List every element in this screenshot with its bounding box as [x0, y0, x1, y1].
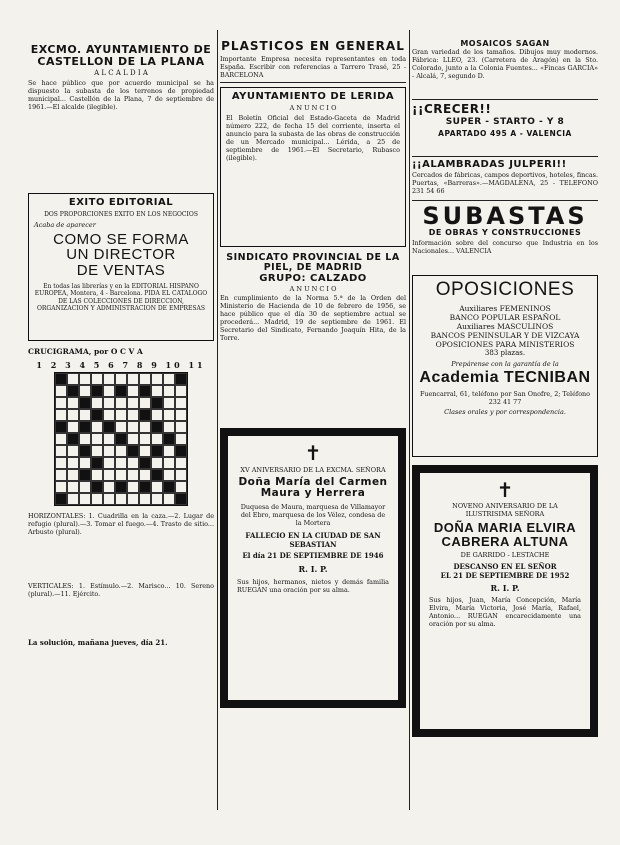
- crossword-cell: [55, 409, 67, 421]
- plasticos-title: PLASTICOS EN GENERAL: [221, 39, 405, 53]
- crossword-cell: [103, 457, 115, 469]
- crossword-cell: [115, 457, 127, 469]
- subastas-sub: DE OBRAS Y CONSTRUCCIONES: [428, 228, 582, 238]
- crossword-grid: [54, 372, 188, 506]
- como-line-3: DE VENTAS: [76, 262, 166, 280]
- crucigrama-title: CRUCIGRAMA, por O C V A: [28, 347, 143, 357]
- crossword-cell: [91, 421, 103, 433]
- crossword-cell: [163, 409, 175, 421]
- crossword-cell: [163, 481, 175, 493]
- column-left: [28, 0, 214, 647]
- crossword-cell: [55, 445, 67, 457]
- excmo-title-2: CASTELLON DE LA PLANA: [37, 54, 205, 68]
- crossword-cell: [91, 445, 103, 457]
- crossword-cell: [163, 445, 175, 457]
- crossword-cell: [163, 433, 175, 445]
- excmo-body: Se hace público que por acuerdo municipal se ha dispuesto la subasta de los terrenos de propiedad municipal... Castellón de la Plana, 7 de septiembre de 1961.—El alcalde (ilegible).: [28, 79, 214, 112]
- column-center: [220, 0, 406, 708]
- crossword-cell: [139, 397, 151, 409]
- obit-sub: Duquesa de Maura, marquesa de Villamayor del Ebro, marquesa de los Vélez, condesa de la Mortera: [240, 503, 386, 528]
- subastas-title: SUBASTAS: [422, 201, 588, 230]
- academia-foot: Clases orales y por correspondencia.: [444, 408, 566, 417]
- crossword-cell: [79, 397, 91, 409]
- crossword-cell: [175, 445, 187, 457]
- crossword-cell: [91, 493, 103, 505]
- crossword-cell: [127, 373, 139, 385]
- crossword-cell: [79, 373, 91, 385]
- lerida-title: AYUNTAMIENTO DE LERIDA: [231, 90, 395, 102]
- crecer-ad: [412, 103, 598, 153]
- alambradas-body: Cercados de fábricas, campos deportivos, hoteles, fincas. Puertas, «Barreras».—MAGDALENA, 25 - TELEFONO 231 54 66: [412, 170, 598, 195]
- crossword-cell: [127, 409, 139, 421]
- sindicato-anuncio: A N U N C I O: [289, 285, 337, 294]
- crossword-cell: [163, 457, 175, 469]
- crossword-cell: [127, 385, 139, 397]
- crossword-cell: [103, 397, 115, 409]
- crossword-cell: [175, 457, 187, 469]
- crossword-cell: [175, 409, 187, 421]
- crossword-cell: [151, 457, 163, 469]
- sindicato-title-2: PIEL, DE MADRID: [263, 261, 363, 273]
- academia-title: Academia TECNIBAN: [419, 369, 591, 387]
- alcaldia-label: A L C A L D I A: [94, 69, 148, 78]
- crossword-cell: [151, 481, 163, 493]
- obit3-date: EL 21 DE SEPTIEMBRE DE 1952: [440, 570, 570, 580]
- crossword-cell: [127, 481, 139, 493]
- sindicato-body: En cumplimiento de la Norma 5.ª de la Orden del Ministerio de Hacienda de 10 de febrero de 1956, se hace público que el día 30 de septiembre actual se procederá... Madrid, 19 de septiembre de 1961. El Secretario del Sindicato, Fernando Joaquín Hita, de la Torre.: [220, 294, 406, 343]
- crossword-cell: [55, 481, 67, 493]
- crossword-cell: [91, 433, 103, 445]
- crossword-cell: [127, 493, 139, 505]
- crossword-cell: [139, 469, 151, 481]
- lerida-ad: [220, 87, 406, 247]
- crossword-cell: [163, 373, 175, 385]
- crossword-cell: [151, 373, 163, 385]
- crossword-cell: [67, 457, 79, 469]
- crossword-cell: [91, 481, 103, 493]
- crossword-cell: [127, 397, 139, 409]
- crossword-cell: [91, 409, 103, 421]
- crossword-cell: [55, 493, 67, 505]
- crossword-cell: [151, 397, 163, 409]
- excmo-title: EXCMO. AYUNTAMIENTO DE: [30, 43, 212, 56]
- obituary-maura: [220, 428, 406, 708]
- crossword-cell: [79, 457, 91, 469]
- crossword-cell: [55, 469, 67, 481]
- crossword-cell: [151, 445, 163, 457]
- crossword-cell: [55, 373, 67, 385]
- como-line-2: UN DIRECTOR: [66, 246, 176, 264]
- sindicato-title-1: SINDICATO PROVINCIAL DE LA: [226, 251, 400, 263]
- crossword-cell: [79, 385, 91, 397]
- crossword-cell: [67, 409, 79, 421]
- crossword-cell: [139, 493, 151, 505]
- op-prep: Prepárense con la garantía de la: [451, 360, 559, 369]
- crossword-cell: [163, 421, 175, 433]
- crossword-cell: [115, 409, 127, 421]
- crossword-cell: [103, 493, 115, 505]
- crecer-title: ¡¡CRECER!!: [412, 102, 492, 117]
- crossword-cell: [175, 469, 187, 481]
- crossword-cell: [79, 409, 91, 421]
- lerida-anuncio: A N U N C I O: [289, 104, 337, 113]
- crossword-cell: [127, 457, 139, 469]
- exito-editorial-ad: [28, 193, 214, 341]
- crossword-cell: [103, 373, 115, 385]
- op-line-3: Auxiliares MASCULINOS: [456, 322, 554, 332]
- crossword-cell: [103, 433, 115, 445]
- crossword-cell: [91, 373, 103, 385]
- crossword-cell: [115, 397, 127, 409]
- crossword-cell: [151, 385, 163, 397]
- crossword-cell: [139, 421, 151, 433]
- crossword-cell: [103, 409, 115, 421]
- lerida-body: El Boletín Oficial del Estado-Gaceta de Madrid número 222, de fecha 15 del corriente, inserta el anuncio para la subasta de las obras de construcción de un Mercado municipal... Lérida, a 25 de septiembre de 1961.—El Secretario, Rubasco (ilegible).: [226, 114, 400, 163]
- column-divider: [217, 30, 218, 810]
- crossword-cell: [115, 481, 127, 493]
- crossword-cell: [67, 385, 79, 397]
- crossword-cell: [103, 469, 115, 481]
- obit-date: El día 21 DE SEPTIEMBRE DE 1946: [242, 551, 384, 561]
- crossword-cell: [115, 433, 127, 445]
- crossword-cell: [115, 373, 127, 385]
- crucigrama-numbers: 1 2 3 4 5 6 7 8 9 10 11: [36, 360, 206, 371]
- obit3-name-1: DOÑA MARIA ELVIRA: [433, 520, 577, 536]
- alambradas-title: ¡¡ALAMBRADAS JULPERI!!: [412, 159, 567, 171]
- obit-rip: R. I. P.: [298, 564, 328, 575]
- obit-name-2: Maura y Herrera: [260, 487, 366, 500]
- oposiciones-ad: [412, 275, 598, 457]
- crossword-cell: [115, 385, 127, 397]
- crossword-cell: [55, 433, 67, 445]
- obit3-desc: DESCANSO EN EL SEÑOR: [453, 561, 557, 571]
- crossword-cell: [103, 421, 115, 433]
- op-line-4: BANCOS PENINSULAR Y DE VIZCAYA: [430, 331, 580, 341]
- op-line-1: Auxiliares FEMENINOS: [459, 304, 551, 314]
- crossword-cell: [67, 397, 79, 409]
- crossword-cell: [91, 385, 103, 397]
- crossword-cell: [151, 493, 163, 505]
- exito-sub: DOS PROPORCIONES EXITO EN LOS NEGOCIOS: [44, 210, 198, 218]
- crossword-cell: [79, 445, 91, 457]
- crossword-cell: [67, 445, 79, 457]
- mosaicos-title: MOSAICOS SAGAN: [460, 39, 550, 48]
- crossword-cell: [175, 481, 187, 493]
- crecer-brand: SUPER - STARTO - Y 8: [445, 116, 565, 127]
- crossword-cell: [91, 457, 103, 469]
- crossword-cell: [151, 433, 163, 445]
- crossword-cell: [67, 421, 79, 433]
- obit-fallecio: FALLECIO EN LA CIUDAD DE SAN SEBASTIAN: [245, 531, 381, 550]
- exito-title: EXITO EDITORIAL: [68, 197, 174, 209]
- crossword-cell: [115, 421, 127, 433]
- crossword-cell: [67, 481, 79, 493]
- crossword-cell: [163, 469, 175, 481]
- crossword-cell: [175, 421, 187, 433]
- crossword-cell: [115, 493, 127, 505]
- horizontales-text: HORIZONTALES: 1. Cuadrilla en la caza.—2. Lugar de refugio (plural).—3. Tomar el fuego.—4. Trasto de sitio... Arbusto (plural).: [28, 512, 214, 537]
- oposiciones-title: OPOSICIONES: [435, 279, 575, 301]
- crossword-cell: [139, 481, 151, 493]
- crossword-cell: [175, 385, 187, 397]
- crossword-cell: [163, 493, 175, 505]
- crossword-cell: [55, 385, 67, 397]
- mosaicos-body: Gran variedad de los tamaños. Dibujos muy modernos. Fábrica: LLEO, 23. (Carretera de Aragón) en la Sto. Colorado, junto a la Colonia Fuentes... «Fincas GARCIA» - Alcalá, 7, segundo D.: [412, 48, 598, 81]
- crossword-cell: [79, 433, 91, 445]
- acaba-text: Acaba de aparecer: [34, 220, 96, 229]
- crossword-cell: [103, 481, 115, 493]
- crossword-cell: [79, 421, 91, 433]
- crossword-cell: [139, 409, 151, 421]
- obit3-aniv: NOVENO ANIVERSARIO DE LA ILUSTRISIMA SEÑORA: [452, 502, 558, 519]
- crossword-cell: [55, 457, 67, 469]
- como-line-1: COMO SE FORMA: [53, 230, 189, 248]
- crossword-cell: [175, 397, 187, 409]
- crossword-cell: [91, 397, 103, 409]
- obit3-body: Sus hijos, Juan, María Concepción, María Elvira, María Victoria, José María, Rafael, Antonio... RUEGAN encarecidamente una oración por su alma.: [429, 595, 581, 628]
- crossword-cell: [91, 469, 103, 481]
- crossword-cell: [139, 457, 151, 469]
- obit-body: Sus hijos, hermanos, nietos y demás familia RUEGAN una oración por su alma.: [237, 578, 389, 595]
- crossword-cell: [127, 445, 139, 457]
- subastas-body: Información sobre del concurso que Industria en los Nacionales... VALENCIA: [412, 239, 598, 256]
- crossword-cell: [115, 469, 127, 481]
- crossword-cell: [151, 409, 163, 421]
- crossword-cell: [139, 385, 151, 397]
- academia-body: Fuencarral, 61, teléfono por San Onofre, 2; Teléfono 232 41 77: [419, 390, 591, 407]
- op-line-6: 383 plazas.: [484, 349, 526, 358]
- crossword-cell: [139, 373, 151, 385]
- crecer-foot: APARTADO 495 A - VALENCIA: [438, 129, 572, 139]
- crossword-cell: [163, 385, 175, 397]
- obit3-rip: R. I. P.: [490, 582, 520, 593]
- cross-icon: ✝: [304, 441, 322, 466]
- column-divider: [409, 30, 410, 810]
- obituary-cabrera: [412, 465, 598, 737]
- crossword-cell: [139, 433, 151, 445]
- crossword-cell: [163, 397, 175, 409]
- crossword-cell: [139, 445, 151, 457]
- crossword-cell: [55, 421, 67, 433]
- exito-foot: En todas las librerías y en la EDITORIAL HISPANO EUROPEA, Montera, 4 - Barcelona. PIDA EL CATALOGO DE LAS COLECCIONES DE DIRECCION, ORGANIZACION Y ADMINISTRACION DE EMPRESAS: [34, 282, 208, 313]
- crossword-cell: [127, 421, 139, 433]
- crossword-cell: [103, 445, 115, 457]
- obit3-name-2: CABRERA ALTUNA: [441, 534, 569, 550]
- column-right: [412, 0, 598, 737]
- crossword-cell: [151, 469, 163, 481]
- op-line-2: BANCO POPULAR ESPAÑOL: [449, 313, 561, 323]
- crossword-cell: [79, 493, 91, 505]
- obit-name-1: Doña María del Carmen: [238, 476, 388, 489]
- crossword-cell: [127, 469, 139, 481]
- obit3-sub: DE GARRIDO - LESTACHE: [460, 550, 550, 559]
- verticales-text: VERTICALES: 1. Estímulo.—2. Marisco... 10. Sereno (plural).—11. Ejército.: [28, 582, 214, 599]
- grupo-calzado: GRUPO: CALZADO: [259, 272, 367, 284]
- solucion-text: La solución, mañana jueves, día 21.: [28, 638, 168, 648]
- crossword-cell: [79, 481, 91, 493]
- crossword-cell: [67, 433, 79, 445]
- crossword-cell: [103, 385, 115, 397]
- plasticos-body: Importante Empresa necesita representantes en toda España. Escribir con referencias a Tarrero Trasé, 25 - BARCELONA: [220, 54, 406, 79]
- obit-aniv: XV ANIVERSARIO DE LA EXCMA. SEÑORA: [240, 466, 386, 475]
- crossword-cell: [67, 493, 79, 505]
- crossword-cell: [151, 421, 163, 433]
- crossword-cell: [67, 373, 79, 385]
- crossword-cell: [115, 445, 127, 457]
- crossword-cell: [127, 433, 139, 445]
- crossword-cell: [79, 469, 91, 481]
- crossword-cell: [55, 397, 67, 409]
- crossword-cell: [175, 373, 187, 385]
- op-line-5: OPOSICIONES PARA MINISTERIOS: [435, 340, 575, 350]
- crossword-cell: [175, 433, 187, 445]
- crossword-cell: [67, 469, 79, 481]
- crossword-cell: [175, 493, 187, 505]
- cross-icon: ✝: [496, 478, 514, 503]
